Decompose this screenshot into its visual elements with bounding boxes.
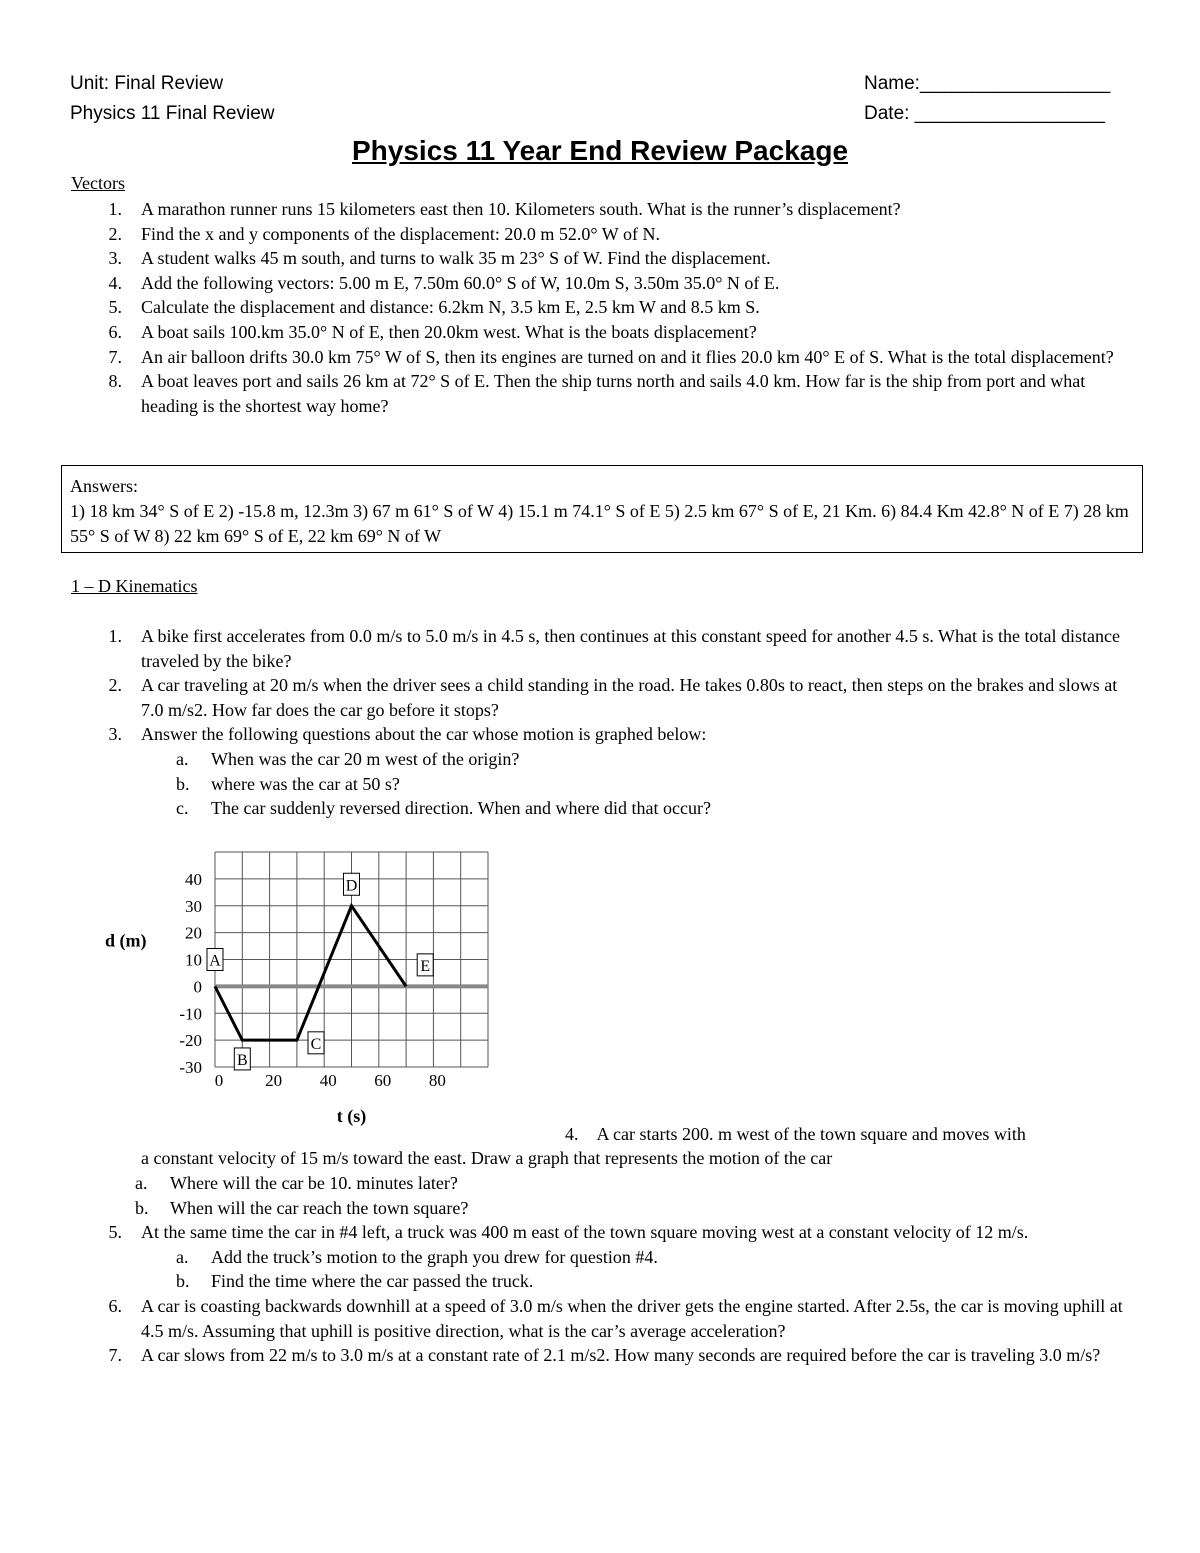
- list-item: b. where was the car at 50 s?: [176, 773, 400, 794]
- x-tick-label: 60: [374, 1071, 392, 1090]
- x-axis-label: t (s): [336, 1106, 367, 1126]
- distance-time-graph: [100, 845, 500, 1135]
- x-tick-label: 40: [319, 1071, 337, 1090]
- y-tick-label: 20: [185, 923, 202, 943]
- list-item: 6. A boat sails 100.km 35.0° N of E, then 20.0km west. What is the boats displacement?: [108, 321, 757, 342]
- list-item: 7. A car slows from 22 m/s to 3.0 m/s at a constant rate of 2.1 m/s2. How many seconds are required before the car is traveling 3.0 m/s?: [108, 1345, 1101, 1366]
- y-axis-label: d (m): [105, 930, 147, 951]
- list-item: b. Find the time where the car passed the truck.: [176, 1271, 534, 1292]
- list-item: 3. Answer the following questions about the car whose motion is graphed below: a. When was the car 20 m west of the origin? b. where was the car at 50 s? c. The car suddenly reversed direction. When and where did that occur?: [100, 722, 1130, 820]
- q5-sub-list: [141, 1245, 1130, 1294]
- name-field[interactable]: Name:__________________: [864, 73, 1111, 94]
- unit-label: Unit: Final Review: [70, 73, 224, 94]
- point-label: D: [345, 877, 358, 895]
- kinematics-question-list-2: [100, 1171, 1130, 1368]
- q4-first-line: 4. A car starts 200. m west of the town square and moves with: [565, 1124, 1026, 1144]
- list-item: 7. An air balloon drifts 30.0 km 75° W of S, then its engines are turned on and it flies 20.0 km 40° E of S. What is the total displacement?: [108, 346, 1114, 367]
- q4-second-line: a constant velocity of 15 m/s toward the east. Draw a graph that represents the motion of the car: [141, 1148, 833, 1168]
- series-line: [215, 906, 406, 1040]
- list-item: 1. A marathon runner runs 15 kilometers east then 10. Kilometers south. What is the runner’s displacement?: [108, 199, 901, 219]
- point-label: B: [236, 1051, 248, 1069]
- list-item: 1. A bike first accelerates from 0.0 m/s to 5.0 m/s in 4.5 s, then continues at this constant speed for another 4.5 s. What is the total distance traveled by the bike?: [108, 626, 1120, 671]
- y-tick-label: 30: [185, 896, 202, 916]
- list-item: 6. A car is coasting backwards downhill at a speed of 3.0 m/s when the driver gets the engine started. After 2.5s, the car is moving uphill at 4.5 m/s. Assuming that uphill is positive direction, what is the car’s average acceleration?: [108, 1295, 1123, 1341]
- course-label: Physics 11 Final Review: [70, 103, 275, 124]
- list-item: 3. A student walks 45 m south, and turns to walk 35 m 23° S of W. Find the displacement.: [108, 248, 771, 269]
- list-item: a. Add the truck’s motion to the graph you drew for question #4.: [176, 1246, 658, 1267]
- x-tick-label: 0: [214, 1071, 224, 1090]
- list-item: 5. Calculate the displacement and distance: 6.2km N, 3.5 km E, 2.5 km W and 8.5 km S.: [108, 297, 760, 318]
- list-item: b. When will the car reach the town square?: [135, 1197, 469, 1218]
- point-label: C: [310, 1035, 322, 1053]
- answers-label: Answers:: [70, 476, 138, 496]
- list-item: 2. Find the x and y components of the displacement: 20.0 m 52.0° W of N.: [108, 223, 660, 244]
- q4-sub-list: [100, 1171, 1130, 1220]
- kinematics-question-list-1: [100, 624, 1130, 821]
- list-item: 4. Add the following vectors: 5.00 m E, 7.50m 60.0° S of W, 10.0m S, 3.50m 35.0° N of E.: [108, 272, 780, 293]
- x-tick-label: 20: [265, 1071, 283, 1090]
- answers-text: 1) 18 km 34° S of E 2) -15.8 m, 12.3m 3) 67 m 61° S of W 4) 15.1 m 74.1° S of E 5) 2.5 km 67° S of E, 21 Km. 6) 84.4 Km 42.8° N of E 7) 28 km 55° S of W 8) 22 km 69° S of E, 22 km 69° N of W: [70, 501, 1129, 546]
- q3-sub-list: [141, 747, 1130, 821]
- list-item: 8. A boat leaves port and sails 26 km at 72° S of E. Then the ship turns north and sails 4.0 km. How far is the ship from port and what heading is the shortest way home?: [108, 371, 1086, 416]
- y-tick-label: 0: [193, 977, 202, 997]
- y-tick-label: -10: [179, 1004, 202, 1024]
- answers-box: [61, 465, 1143, 553]
- date-field[interactable]: Date: __________________: [864, 103, 1105, 124]
- section-heading-kinematics: 1 – D Kinematics: [71, 576, 198, 596]
- y-tick-label: -20: [179, 1031, 202, 1051]
- vectors-question-list: [100, 197, 1130, 418]
- x-tick-label: 80: [428, 1071, 446, 1090]
- section-heading-vectors: Vectors: [71, 173, 125, 193]
- list-item: c. The car suddenly reversed direction. When and where did that occur?: [176, 798, 711, 819]
- list-item: 2. A car traveling at 20 m/s when the driver sees a child standing in the road. He takes 0.80s to react, then steps on the brakes and slows at 7.0 m/s2. How far does the car go before it stops?: [108, 675, 1118, 720]
- y-tick-label: 40: [185, 869, 202, 889]
- page-title: Physics 11 Year End Review Package: [351, 135, 849, 166]
- y-tick-label: 10: [185, 950, 202, 970]
- list-item: 5. At the same time the car in #4 left, a truck was 400 m east of the town square moving west at a constant velocity of 12 m/s. a. Add the truck’s motion to the graph you drew for question #4. b. Find the time where the car passed the truck.: [100, 1220, 1130, 1294]
- list-item: a. Where will the car be 10. minutes later?: [135, 1173, 458, 1193]
- list-item: a. When was the car 20 m west of the origin?: [176, 748, 520, 769]
- q4-sub-container: [100, 1171, 1130, 1220]
- y-tick-label: -30: [179, 1058, 202, 1077]
- point-label: A: [209, 952, 221, 970]
- point-label: E: [420, 957, 431, 975]
